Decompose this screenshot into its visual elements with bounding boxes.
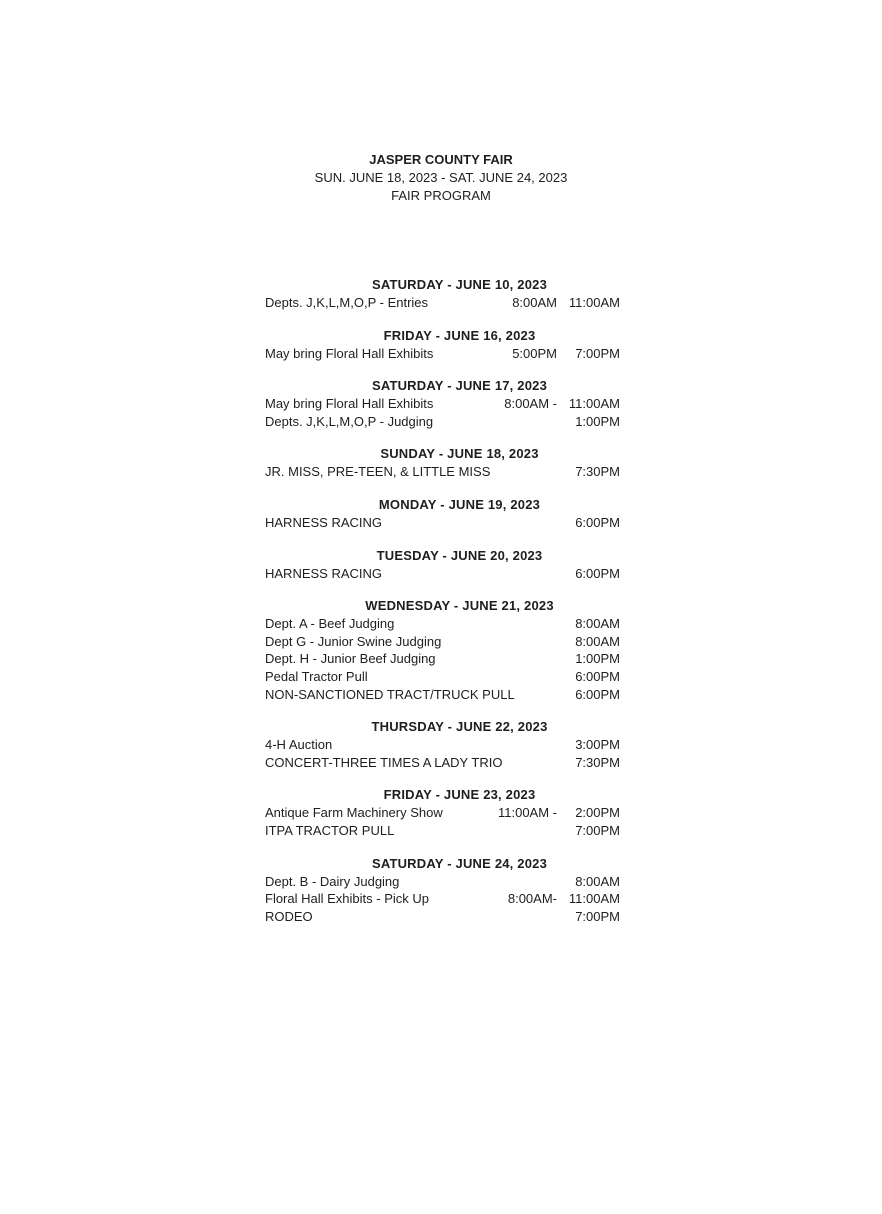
schedule-day (262, 327, 627, 363)
event-name: CONCERT-THREE TIMES A LADY TRIO (265, 754, 503, 770)
event-row (262, 395, 627, 413)
event-name: Dept. H - Junior Beef Judging (265, 651, 436, 667)
event-row (262, 615, 627, 633)
event-row (262, 294, 627, 312)
fair-title: JASPER COUNTY FAIR (369, 152, 513, 167)
schedule-day (262, 377, 627, 430)
schedule-day (262, 547, 627, 583)
document-header (0, 151, 882, 205)
schedule-day (262, 445, 627, 481)
event-row (262, 650, 627, 668)
event-time: 6:00PM (575, 668, 620, 684)
event-time: 6:00PM (575, 686, 620, 702)
fair-program-schedule (262, 276, 627, 940)
program-subtitle: FAIR PROGRAM (391, 188, 491, 203)
event-start-time: 8:00AM- (507, 891, 557, 907)
event-row (262, 686, 627, 704)
event-row (262, 822, 627, 840)
event-name: May bring Floral Hall Exhibits (265, 396, 434, 412)
fair-dates: SUN. JUNE 18, 2023 - SAT. JUNE 24, 2023 (314, 170, 568, 185)
event-time: 1:00PM (575, 413, 620, 429)
event-row (262, 754, 627, 772)
event-start-time: 8:00AM (512, 295, 557, 310)
event-row (262, 633, 627, 651)
day-heading: MONDAY - JUNE 19, 2023 (378, 496, 541, 512)
event-time: 1:00PM (575, 651, 620, 667)
event-name: Floral Hall Exhibits - Pick Up (265, 891, 429, 907)
day-heading: SATURDAY - JUNE 10, 2023 (371, 277, 548, 292)
event-row (262, 804, 627, 822)
event-row (262, 514, 627, 532)
event-row (262, 565, 627, 583)
event-name: ITPA TRACTOR PULL (265, 822, 395, 838)
event-name: Depts. J,K,L,M,O,P - Judging (265, 413, 434, 429)
event-time: 8:00AM (575, 616, 620, 632)
day-heading: THURSDAY - JUNE 22, 2023 (371, 719, 548, 735)
day-heading: SUNDAY - JUNE 18, 2023 (380, 446, 539, 462)
event-start-time: 8:00AM - (504, 396, 557, 412)
event-name: Depts. J,K,L,M,O,P - Entries (265, 295, 429, 310)
day-heading: TUESDAY - JUNE 20, 2023 (376, 547, 543, 563)
event-time: 7:00PM (575, 345, 620, 361)
schedule-day (262, 718, 627, 771)
event-time: 11:00AM (568, 396, 620, 412)
schedule-day (262, 276, 627, 312)
event-time: 8:00AM (575, 873, 620, 889)
event-time: 6:00PM (575, 514, 620, 530)
event-name: Pedal Tractor Pull (265, 668, 368, 684)
event-time: 11:00AM (568, 891, 620, 907)
event-time: 11:00AM (568, 295, 620, 310)
event-name: Antique Farm Machinery Show (265, 805, 443, 821)
schedule-day (262, 786, 627, 839)
event-row (262, 890, 627, 908)
event-time: 6:00PM (575, 565, 620, 581)
event-name: May bring Floral Hall Exhibits (265, 345, 434, 361)
event-time: 2:00PM (575, 805, 620, 821)
event-time: 7:30PM (575, 754, 620, 770)
event-name: HARNESS RACING (265, 565, 383, 581)
event-row (262, 413, 627, 431)
day-heading: FRIDAY - JUNE 16, 2023 (383, 327, 536, 343)
event-row (262, 873, 627, 891)
day-heading: FRIDAY - JUNE 23, 2023 (383, 787, 536, 803)
day-heading: SATURDAY - JUNE 24, 2023 (371, 855, 548, 871)
event-name: Dept. A - Beef Judging (265, 616, 395, 632)
schedule-day (262, 597, 627, 703)
event-start-time: 5:00PM (512, 345, 557, 361)
day-heading: SATURDAY - JUNE 17, 2023 (371, 378, 548, 394)
event-start-time: 11:00AM - (497, 805, 557, 821)
event-row (262, 736, 627, 754)
event-name: NON-SANCTIONED TRACT/TRUCK PULL (265, 686, 515, 702)
event-time: 3:00PM (575, 737, 620, 753)
event-name: Dept G - Junior Swine Judging (265, 633, 442, 649)
event-row (262, 668, 627, 686)
event-row (262, 463, 627, 481)
event-name: Dept. B - Dairy Judging (265, 873, 400, 889)
event-row (262, 345, 627, 363)
event-name: HARNESS RACING (265, 514, 383, 530)
schedule-day (262, 496, 627, 532)
event-name: 4-H Auction (265, 737, 333, 753)
schedule-day (262, 855, 627, 926)
day-heading: WEDNESDAY - JUNE 21, 2023 (365, 598, 554, 614)
event-time: 7:30PM (575, 464, 620, 480)
event-time: 8:00AM (575, 633, 620, 649)
event-time: 7:00PM (575, 822, 620, 838)
event-row (262, 908, 627, 926)
event-name: JR. MISS, PRE-TEEN, & LITTLE MISS (265, 464, 491, 480)
event-name: RODEO (265, 908, 313, 924)
event-time: 7:00PM (575, 908, 620, 924)
